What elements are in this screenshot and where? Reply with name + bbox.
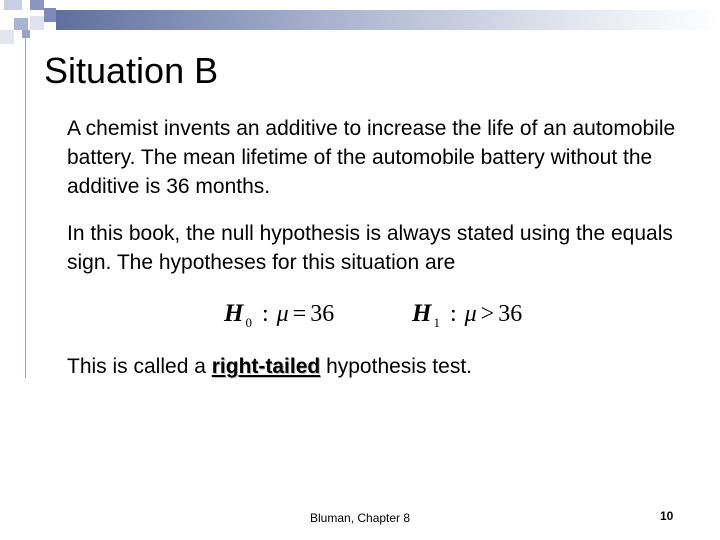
conclusion-before: This is called a <box>67 355 212 378</box>
conclusion-after: hypothesis test. <box>320 355 472 378</box>
alt-symbol: H <box>412 300 432 327</box>
alt-subscript: 1 <box>433 315 440 330</box>
null-operator: = <box>292 301 307 327</box>
paragraph-situation: A chemist invents an additive to increase the life of an automobile battery. The mean lifetime of the automobile battery without the additive is 36 months. <box>67 117 676 198</box>
null-colon: : <box>261 301 269 327</box>
alternative-hypothesis <box>412 300 522 331</box>
null-value: 36 <box>310 301 335 327</box>
alt-operator: > <box>480 301 495 327</box>
slide-title: Situation B <box>44 50 219 91</box>
footer-text: Bluman, Chapter 8 <box>310 511 411 525</box>
left-accent-line <box>25 38 26 378</box>
alt-colon: : <box>449 301 457 327</box>
hypotheses-formula <box>224 300 554 336</box>
right-tailed-highlight: right-tailed <box>211 355 321 378</box>
null-subscript: 0 <box>245 315 252 330</box>
alt-value: 36 <box>498 301 523 327</box>
null-hypothesis <box>224 300 334 331</box>
page-number: 10 <box>660 509 674 523</box>
paragraph-conclusion <box>67 352 687 381</box>
alt-param: μ <box>464 301 477 327</box>
header-gradient-bar <box>56 10 720 30</box>
null-symbol: H <box>224 300 244 327</box>
null-param: μ <box>276 301 289 327</box>
paragraph-null-hypothesis: In this book, the null hypothesis is always stated using the equals sign. The hypotheses for this situation are <box>67 222 673 274</box>
